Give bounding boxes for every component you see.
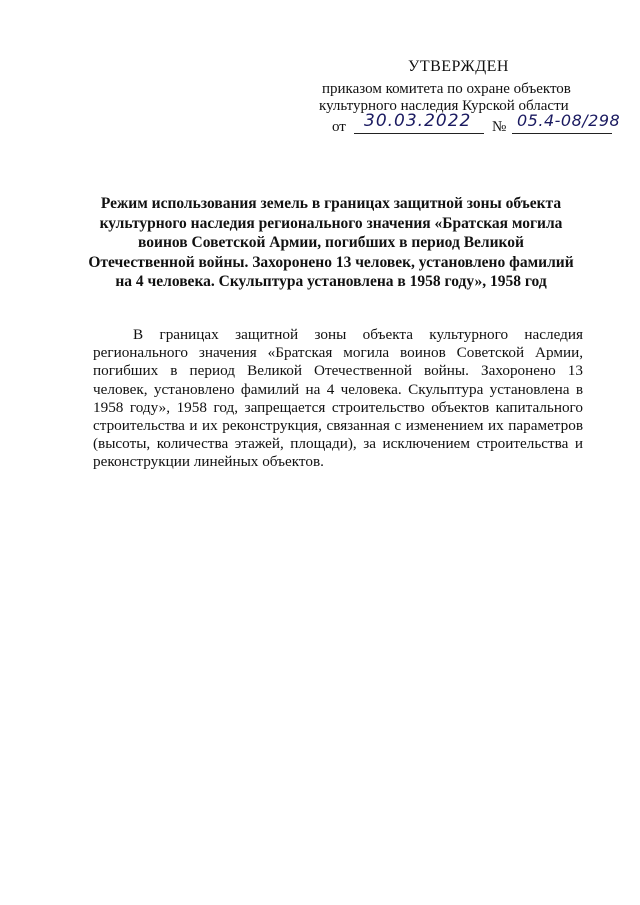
- document-title: Режим использования земель в границах защитной зоны объекта культурного наследия регионального значения «Братская могила воинов Советской Армии, погибших в период Великой Отечественной войны. Захоронено 13 человек, установлено фамилий на 4 человека. Скульптура установлена в 1958 году», 1958 год: [88, 195, 574, 290]
- approval-date-number-line: [332, 111, 622, 140]
- approval-line-order: приказом комитета по охране объектов: [322, 81, 571, 97]
- body-paragraph: В границах защитной зоны объекта культурного наследия регионального значения «Братская могила воинов Советской Армии, погибших в период Великой Отечественной войны. Захоронено 13 человек, установлено фамилий на 4 человека. Скульптура установлена в 1958 году», 1958 год, запрещается строительство объектов капитального строительства и их реконструкция, связанная с изменением их параметров (высоты, количества этажей, площади), за исключением строительства и реконструкции линейных объектов.: [93, 326, 583, 471]
- approval-line-committee: культурного наследия Курской области: [319, 98, 569, 114]
- date-prefix: от: [332, 119, 346, 135]
- number-prefix: №: [492, 119, 507, 135]
- handwritten-number: 05.4-08/298: [517, 111, 621, 130]
- date-underline: [354, 133, 484, 134]
- number-underline: [512, 133, 612, 134]
- approval-heading: УТВЕРЖДЕН: [408, 58, 509, 75]
- handwritten-date: 30.03.2022: [364, 111, 472, 131]
